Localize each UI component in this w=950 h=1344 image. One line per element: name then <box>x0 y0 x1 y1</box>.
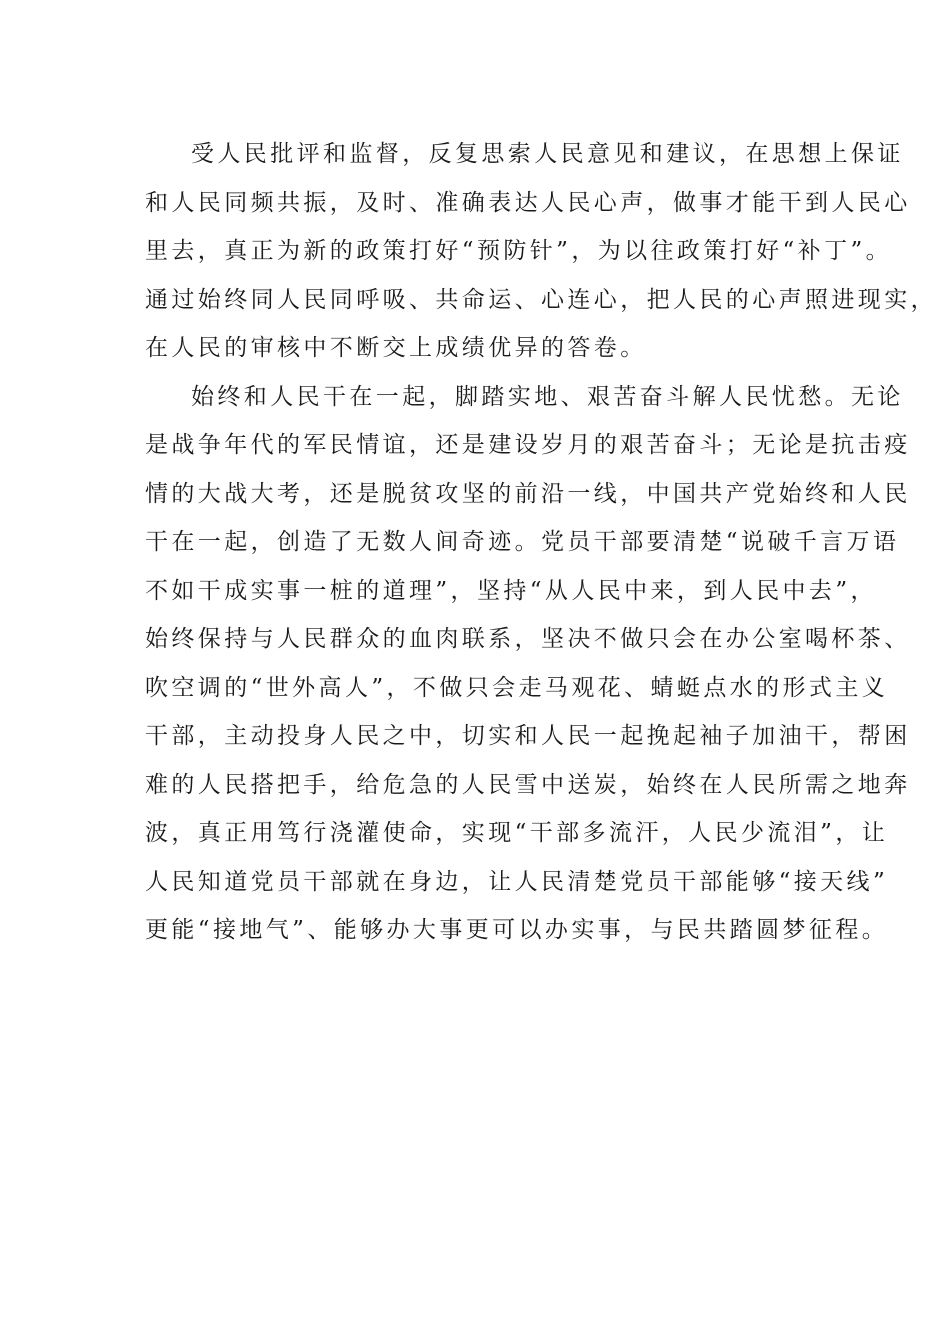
text-line: 情的大战大考，还是脱贫攻坚的前沿一线，中国共产党始终和人民 <box>145 480 911 507</box>
text-line: 干在一起，创造了无数人间奇迹。党员干部要清楚“说破千言万语 <box>145 529 900 555</box>
text-line: 通过始终同人民同呼吸、共命运、心连心，把人民的心声照进现实， <box>145 286 937 313</box>
text-line: 人民知道党员干部就在身边，让人民清楚党员干部能够“接天线” <box>145 868 889 895</box>
paragraph-1 <box>145 130 937 373</box>
text-line: 和人民同频共振，及时、准确表达人民心声，做事才能干到人民心 <box>145 189 911 216</box>
text-line: 里去，真正为新的政策打好“预防针”，为以往政策打好“补丁”。 <box>145 238 893 264</box>
text-line: 吹空调的“世外高人”，不做只会走马观花、蜻蜓点水的形式主义 <box>145 674 889 701</box>
body-text <box>145 130 937 955</box>
text-line: 更能“接地气”、能够办大事更可以办实事，与民共踏圆梦征程。 <box>145 917 889 943</box>
text-line: 干部，主动投身人民之中，切实和人民一起挽起袖子加油干，帮困 <box>145 723 911 749</box>
text-line: 波，真正用笃行浇灌使命，实现“干部多流汗，人民少流泪”，让 <box>145 820 889 846</box>
paragraph-2 <box>145 373 911 955</box>
text-line: 始终保持与人民群众的血肉联系，坚决不做只会在办公室喝杯茶、 <box>145 626 911 652</box>
text-line: 受人民批评和监督，反复思索人民意见和建议，在思想上保证 <box>191 141 904 167</box>
text-line: 不如干成实事一桩的道理”，坚持“从人民中来，到人民中去”， <box>145 577 877 604</box>
text-line: 在人民的审核中不断交上成绩优异的答卷。 <box>145 335 647 361</box>
text-line: 难的人民搭把手，给危急的人民雪中送炭，始终在人民所需之地奔 <box>145 771 911 798</box>
text-line: 始终和人民干在一起，脚踏实地、艰苦奋斗解人民忧愁。无论 <box>191 383 904 410</box>
text-line: 是战争年代的军民情谊，还是建设岁月的艰苦奋斗；无论是抗击疫 <box>145 432 911 458</box>
